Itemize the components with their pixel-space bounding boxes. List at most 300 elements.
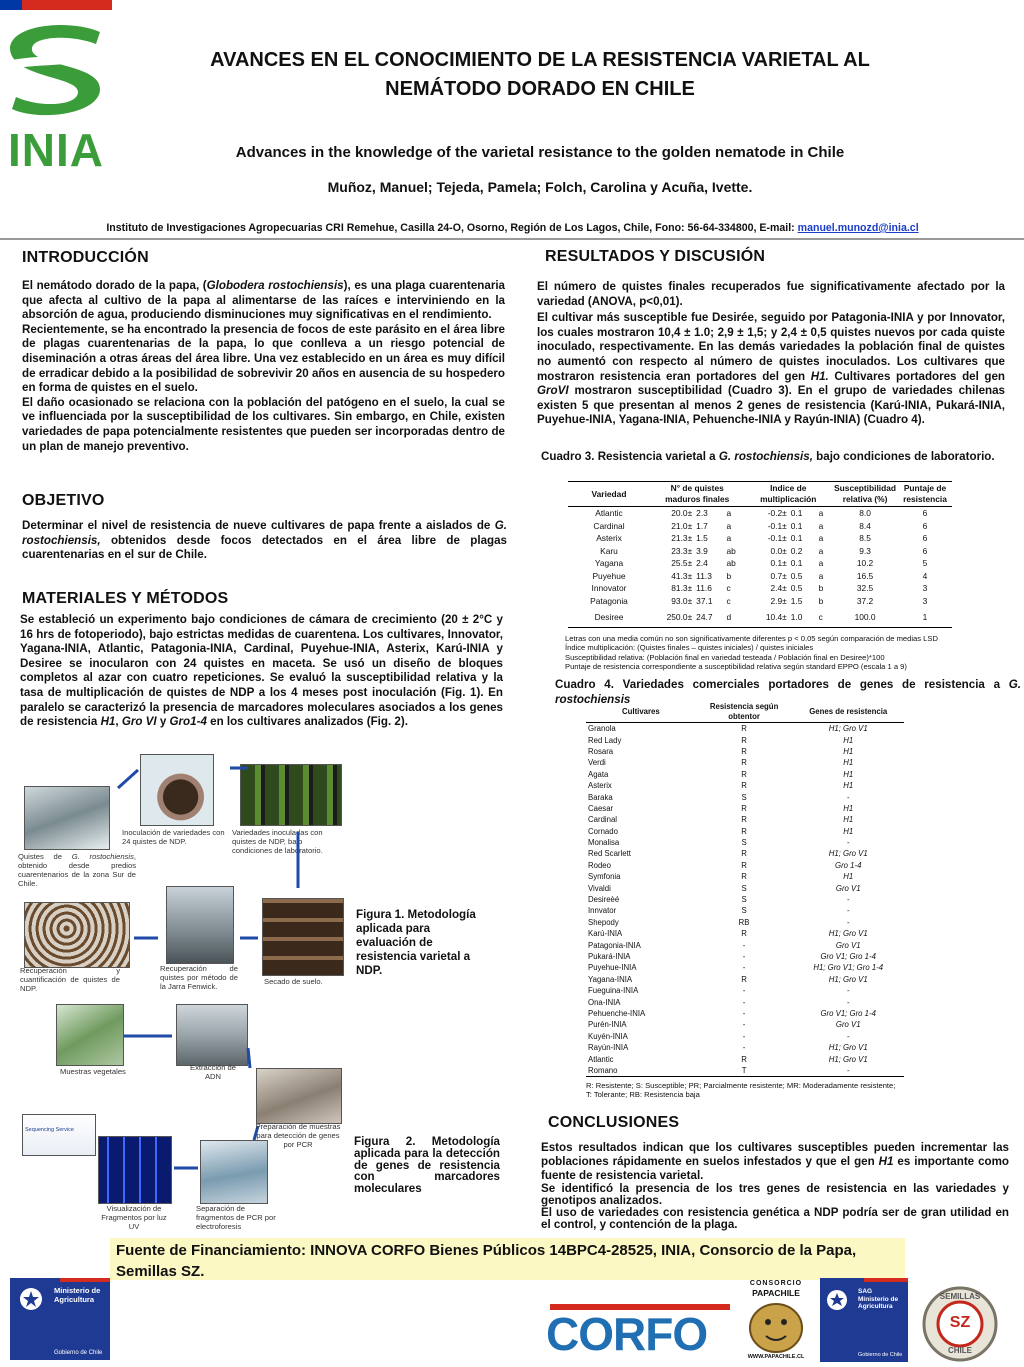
intro-p1-b: ), es una plaga cuarentenaria que afecta al cultivo de la papa al alimentarse de las raíces e interviniendo en la absorción de agua, produciendo disminuciones muy significativas en el rendimiento. <box>22 279 506 322</box>
cuadro-3-cell: 93.0± <box>671 595 693 606</box>
cuadro-3-cell: 250.0± <box>650 607 694 628</box>
cuadro-4-cell: Purén-INIA <box>588 1020 627 1030</box>
cuadro-3-cell: 0.1 <box>790 520 803 531</box>
poster-authors: Muñoz, Manuel; Tejeda, Pamela; Folch, Carolina y Acuña, Ivette. <box>327 179 753 195</box>
cuadro-3-cell: 23.3± <box>671 545 693 556</box>
cuadro-4-cell: - <box>742 952 746 961</box>
cuadro-4-cell: - <box>742 963 746 973</box>
objetivo-body <box>22 519 507 563</box>
cuadro-4-cell: - <box>742 1043 746 1053</box>
cuadro-4-cell: - <box>742 1008 746 1018</box>
cuadro-3-cell: 4 <box>922 570 928 581</box>
intro-paragraph-3: El daño ocasionado se relaciona con la población del patógeno en el suelo, la cual se ve influenciada por la susceptibilidad de los cultivares. Sin embargo, en Chile, existen variedades de papa potencialmente resistentes que pueden ser incorporadas dentro de un plan de manejo preventivo. <box>22 395 505 453</box>
ministerio-agricultura-logo <box>10 1278 110 1360</box>
cuadro-4-cell: Granola <box>588 724 616 734</box>
cuadro-3-cell: 1.5 <box>790 595 803 606</box>
cuadro-4-row <box>586 780 904 791</box>
cuadro-4-cell: RB <box>738 917 750 927</box>
cuadro-4-row <box>586 974 904 985</box>
intro-heading: INTRODUCCIÓN <box>22 249 149 266</box>
semillas-bottom-text: CHILE <box>948 1346 972 1355</box>
cuadro-3-cell: -0.1± <box>767 533 787 544</box>
institution-text: Instituto de Investigaciones Agropecuarias CRI Remehue, Casilla 24-O, Osorno, Región de Los Lagos, Chile, Fono: 56-64-334800, E-mail: <box>106 222 798 234</box>
cuadro-3-row <box>568 557 952 570</box>
inia-logo-text: INIA <box>8 124 104 176</box>
resultados-paragraph-2 <box>537 311 1005 428</box>
cuadro-3-cell: 3 <box>922 595 928 606</box>
cuadro-4-species: G. rostochiensis <box>555 678 1021 706</box>
cuadro-3-cell: ab <box>726 545 736 556</box>
cuadro-4-row <box>586 1031 904 1042</box>
cuadro-4-row <box>586 962 904 973</box>
flag-blue-canton <box>0 0 22 10</box>
cuadro-3-cell: 1.0 <box>789 607 817 628</box>
cuadro-3-cell: 3 <box>922 583 928 594</box>
cuadro-4-cell: R <box>741 860 747 870</box>
cuadro-3-cell: 37.2 <box>856 595 874 606</box>
cuadro-3-cell: 6 <box>922 545 928 556</box>
cuadro-4-cell: - <box>742 1031 746 1041</box>
cuadro-4-cell: Gro V1; Gro 1-4 <box>820 1008 876 1018</box>
cuadro-3-note: Puntaje de resistencia correspondiente a susceptibilidad relativa según standard EPPO (escala 1 a 9) <box>565 662 907 672</box>
cuadro-3-cell: 0.0± <box>770 545 787 556</box>
objetivo-heading: OBJETIVO <box>22 492 105 509</box>
cuadro-3-cell: b <box>818 595 824 606</box>
cuadro-3-cell: -0.1± <box>767 520 787 531</box>
cuadro-4-cell: Symfonia <box>588 872 621 882</box>
cuadro-4-cell: Desireèé <box>588 895 620 905</box>
cuadro-4-cell: Red Lady <box>588 735 622 745</box>
cuadro-4-row <box>586 826 904 837</box>
cuadro-4-cell: H1; Gro V1 <box>828 1043 868 1053</box>
cuadro-4-cell: Caesar <box>588 803 614 813</box>
cuadro-3-cell: Atlantic <box>595 508 623 519</box>
resultados-gene-h1: H1. <box>810 369 829 383</box>
cuadro-4-cell: Gro V1; Gro 1-4 <box>820 952 876 961</box>
cuadro-3-cell: 9.3 <box>859 545 871 556</box>
cuadro-4-cell: H1 <box>843 746 854 756</box>
cuadro-4-row <box>586 791 904 802</box>
cuadro-4-cell: Cardinal <box>588 815 618 825</box>
cuadro-4-row <box>586 985 904 996</box>
cuadro-3-caption <box>541 450 1009 465</box>
email-link[interactable]: manuel.munozd@inia.cl <box>797 222 919 234</box>
cuadro-3-row <box>568 507 952 520</box>
cuadro-4-cell: Agata <box>588 769 609 779</box>
cuadro-4-cell: Gro V1 <box>835 940 861 950</box>
cuadro-4-cell: R <box>741 815 747 825</box>
corfo-logo <box>546 1304 736 1360</box>
cuadro-3-cell: 5 <box>922 558 928 569</box>
cuadro-4-row <box>586 814 904 825</box>
cuadro-3-cell: a <box>818 570 824 581</box>
sag-gobierno-text: Gobierno de Chile <box>858 1352 903 1358</box>
intro-paragraph-2: Recientemente, se ha encontrado la presencia de focos de este parásito en el área libre de plagas cuarentenarias de la papa, lo que conlleva a un riesgo potencial de diseminación a otras áreas del área libre. Una vez establecido en un área es muy difícil de erradicar debido a la posibilidad de sobrevivir 20 años en ausencia de su hospedero en forma de quistes en el suelo. <box>22 322 505 395</box>
objetivo-text-b: obtenidos desde focos detectados en el área libre de plagas cuarentenarias en el sur de Chile. <box>22 533 507 562</box>
methodology-arrows <box>18 748 358 1228</box>
cuadro-4-cell: R <box>741 724 747 734</box>
cuadro-4-row <box>586 734 904 745</box>
metodos-body <box>20 613 503 730</box>
cuadro-3-cell: 6 <box>922 520 928 531</box>
cuadro-4-cell: Gro V1 <box>835 883 861 893</box>
cuadro-4-row <box>586 848 904 859</box>
cuadro-4-cell: Romano <box>586 1065 696 1077</box>
cuadro-4-cell: Verdi <box>588 758 606 768</box>
cuadro-3-cell: 0.5 <box>790 583 803 594</box>
cuadro-4-header: Genes de resistencia <box>792 702 904 723</box>
cuadro-3-row <box>568 545 952 558</box>
cuadro-4-cell: T <box>696 1065 793 1077</box>
consorcio-text: CONSORCIO <box>749 1280 803 1287</box>
cuadro-4-cell: Shepody <box>588 917 619 927</box>
cuadro-4-row <box>586 1042 904 1053</box>
cuadro-3-body <box>568 507 952 628</box>
cuadro-4-cell: Baraka <box>588 792 613 802</box>
cuadro-3-cell: a <box>818 545 824 556</box>
resultados-heading: RESULTADOS Y DISCUSIÓN <box>545 248 766 265</box>
metodos-sep-2: y <box>156 715 170 729</box>
cuadro-4-table <box>586 702 904 1077</box>
cuadro-3-cell: 8.4 <box>859 520 871 531</box>
cuadro-4-cell: Gro 1-4 <box>835 860 862 870</box>
cuadro-3-cell: 2.4 <box>696 558 708 569</box>
cuadro-4-row <box>586 917 904 928</box>
cuadro-4-cell: Gro V1 <box>835 1020 861 1030</box>
cuadro-3-cell: a <box>726 508 732 519</box>
cuadro-4-cell: H1; Gro V1; Gro 1-4 <box>813 963 884 973</box>
cuadro-3-cell: 20.0± <box>671 508 693 519</box>
cuadro-4-cell: H1 <box>843 826 854 836</box>
conclusiones-body <box>541 1141 1009 1231</box>
cuadro-4-cell: Ona-INIA <box>588 997 621 1007</box>
objetivo-species: G. rostochiensis, <box>22 519 507 547</box>
cuadro-3-cell: c <box>726 595 731 606</box>
cuadro-4-row <box>586 837 904 848</box>
cuadro-3-row <box>568 607 952 628</box>
cuadro-4-cell: H1; Gro V1 <box>828 1054 868 1064</box>
cuadro-4-cell: Kuyén-INIA <box>588 1031 628 1041</box>
cuadro-3-cell: 0.7± <box>770 570 787 581</box>
cuadro-3-row <box>568 570 952 583</box>
cuadro-3-cell: Innovator <box>591 583 627 594</box>
cuadro-3-row <box>568 532 952 545</box>
cuadro-4-cell: R <box>741 1054 747 1064</box>
cuadro-4-caption-a: Cuadro 4. Variedades comerciales portadores de genes de resistencia a <box>555 678 1009 691</box>
cuadro-3-cell: 1.7 <box>696 520 708 531</box>
cuadro-3-cell: 0.1 <box>790 558 803 569</box>
gene-gro14: Gro1-4 <box>169 715 207 729</box>
cuadro-4-cell: - <box>846 986 850 996</box>
conclusiones-paragraph-1 <box>541 1141 1009 1183</box>
cuadro-3-cell: 1.5 <box>696 533 708 544</box>
cuadro-4-cell: Monalisa <box>588 838 620 848</box>
cuadro-3-cell: 6 <box>922 508 928 519</box>
cuadro-4-row <box>586 905 904 916</box>
cuadro-4-row <box>586 996 904 1007</box>
cuadro-4-cell: H1 <box>843 803 854 813</box>
cuadro-3-cell: 21.0± <box>671 520 693 531</box>
cuadro-4-cell: R <box>741 769 747 779</box>
cuadro-3-cell: 11.3 <box>696 570 712 581</box>
inia-logo <box>0 14 112 174</box>
figure-2-caption: Figura 2. Metodología aplicada para la detección de genes de resistencia con marcadores moleculares <box>354 1135 500 1196</box>
cuadro-4-cell: - <box>846 792 850 802</box>
cuadro-4-cell: S <box>741 906 747 916</box>
cuadro-3-cell: 21.3± <box>671 533 693 544</box>
cuadro-4-row <box>586 1008 904 1019</box>
label-secado: Secado de suelo. <box>264 977 323 986</box>
resultados-p2-c: mostraron susceptibilidad (Cuadro 3). En el grupo de variedades chilenas existen 5 que presentan al menos 2 genes de resistencia (Karú-INIA, Pukará-INIA, Puyehue-INIA, Yagana-INIA, Pehuenche-INIA y Rayún-INIA) (Cuadro 4). <box>537 384 1005 427</box>
cuadro-4-cell: Yagana-INIA <box>588 974 633 984</box>
cuadro-4-cell: R <box>741 758 747 768</box>
cuadro-4-cell: H1 <box>843 872 854 882</box>
cuadro-3-note: Letras con una media común no son significativamente diferentes p < 0.05 según comparación de medias LSD <box>565 634 938 643</box>
cuadro-3-row <box>568 595 952 608</box>
metodos-heading: MATERIALES Y MÉTODOS <box>22 590 229 607</box>
cuadro-4-header: Cultivares <box>586 702 696 723</box>
ministerio-line-2: Agricultura <box>54 1295 95 1304</box>
cuadro-4-row <box>586 894 904 905</box>
cuadro-4-cell: Rosara <box>588 746 614 756</box>
label-muestras: Muestras vegetales <box>60 1067 126 1076</box>
cuadro-4-cell: - <box>846 895 850 905</box>
cuadro-3-cell: 0.1 <box>790 508 803 519</box>
cuadro-4-cell: H1; Gro V1 <box>828 724 868 734</box>
cuadro-4-cell: Karú-INIA <box>588 929 623 939</box>
cuadro-3-cell: 16.5 <box>856 570 874 581</box>
cuadro-4-row <box>586 757 904 768</box>
cuadro-4-cell: - <box>846 906 850 916</box>
cuadro-4-row <box>586 769 904 780</box>
cuadro-4-cell: R <box>741 826 747 836</box>
cuadro-3-cell: a <box>818 520 824 531</box>
cuadro-4-row <box>586 723 904 735</box>
cuadro-4-row <box>586 871 904 882</box>
label-recuperacion-cuant: Recuperación y cuantificación de quistes de NDP. <box>20 966 120 993</box>
cuadro-3-cell: 1 <box>898 607 952 628</box>
cuadro-4-cell: R <box>741 781 747 791</box>
title-line-1: AVANCES EN EL CONOCIMIENTO DE LA RESISTENCIA VARIETAL AL <box>210 49 870 71</box>
cuadro-3-cell: Puyehue <box>592 570 626 581</box>
resultados-body <box>537 280 1005 428</box>
cuadro-3-cell: 3.9 <box>696 545 708 556</box>
cuadro-3-cell: a <box>818 558 824 569</box>
cuadro-3-caption-b: bajo condiciones de laboratorio. <box>812 450 995 463</box>
cuadro-4-row <box>586 860 904 871</box>
cuadro-3-cell: 11.6 <box>696 583 712 594</box>
cuadro-3-cell: Karu <box>600 545 618 556</box>
label-quistes-species: G. rostochiensis <box>71 852 134 861</box>
sag-line-1: SAG <box>858 1288 873 1295</box>
conclusiones-heading: CONCLUSIONES <box>548 1114 680 1131</box>
semillas-mark: SZ <box>949 1314 971 1331</box>
institution-line <box>20 222 1005 234</box>
cuadro-3-cell: 37.1 <box>696 595 713 606</box>
label-separacion: Separación de fragmentos de PCR por electroforesis <box>196 1204 276 1231</box>
gene-grovi: Gro VI <box>121 715 157 729</box>
cuadro-3-cell: 10.4± <box>744 607 788 628</box>
cuadro-4-note: R: Resistente; S: Susceptible; PR; Parcialmente resistente; MR: Moderadamente resistente; T: Tolerante; RB: Resistencia baja <box>586 1081 896 1100</box>
conclusiones-paragraph-3: El uso de variedades con resistencia genética a NDP podría ser de gran utilidad en el control, y contención de la plaga. <box>541 1206 1009 1231</box>
cuadro-4-body <box>586 723 904 1077</box>
resultados-p2-b: Cultivares portadores del gen <box>828 369 1005 383</box>
cuadro-3-cell: a <box>726 520 732 531</box>
cuadro-4-cell: R <box>741 803 747 813</box>
cuadro-3-header: Susceptibilidad relativa (%) <box>832 482 898 507</box>
cuadro-4-row <box>586 951 904 962</box>
cuadro-3-cell: -0.2± <box>767 508 787 519</box>
cuadro-4-cell: Puyehue-INIA <box>588 963 637 973</box>
sag-line-3: Agricultura <box>858 1303 893 1310</box>
cuadro-4-cell: - <box>846 917 850 927</box>
cuadro-4-cell: S <box>741 883 747 893</box>
cuadro-4-cell: S <box>741 895 747 905</box>
cuadro-4-header-row <box>586 702 904 723</box>
cuadro-4-cell: R <box>741 735 747 745</box>
resultados-paragraph-1: El número de quistes finales recuperados fue significativamente afectado por la variedad (ANOVA, p<0,01). <box>537 280 1005 308</box>
semillas-top-text: SEMILLAS <box>939 1292 981 1301</box>
cuadro-4-cell: R <box>741 746 747 756</box>
sag-line-2: Ministerio de <box>858 1295 899 1303</box>
cuadro-3-row <box>568 520 952 533</box>
sequencing-label: Sequencing Service <box>25 1127 74 1133</box>
cuadro-3-cell: 0.2 <box>790 545 803 556</box>
intro-body <box>22 279 505 454</box>
cuadro-3-cell: Yagana <box>594 558 624 569</box>
cuadro-3-cell: 0.1 <box>790 533 803 544</box>
cuadro-4-cell: - <box>846 997 850 1007</box>
cuadro-4-cell: R <box>741 929 747 939</box>
gobierno-text: Gobierno de Chile <box>54 1350 103 1356</box>
cuadro-4-cell: Atlantic <box>588 1054 614 1064</box>
cuadro-4-row <box>586 928 904 939</box>
cuadro-3-header-row <box>568 482 952 507</box>
cuadro-4-cell: - <box>742 1020 746 1030</box>
cuadro-4-cell: - <box>846 1031 850 1041</box>
cuadro-3-cell: 10.2 <box>856 558 874 569</box>
label-inoculacion: Inoculación de variedades con 24 quistes de NDP. <box>122 828 225 846</box>
cuadro-3-cell: 41.3± <box>671 570 693 581</box>
cuadro-3-cell: Patagonia <box>590 595 628 606</box>
cuadro-4-cell: H1; Gro V1 <box>828 849 868 859</box>
cuadro-4-cell: Asterix <box>588 781 612 791</box>
label-quistes-b: , obtenido desde predios cuarentenarios de la zona Sur de Chile. <box>18 852 136 888</box>
cuadro-3-note: Índice multiplicación: (Quistes finales – quistes iniciales) / quistes iniciales <box>565 643 814 653</box>
cuadro-3-cell: a <box>818 508 824 519</box>
ministerio-line-1: Ministerio de <box>54 1286 101 1295</box>
cuadro-3-cell: b <box>726 570 732 581</box>
cuadro-3-header: Indice de multiplicación <box>744 482 832 507</box>
figure-1-caption: Figura 1. Metodología aplicada para evaluación de resistencia varietal a NDP. <box>356 908 476 977</box>
cuadro-3-species: G. rostochiensis, <box>718 450 813 463</box>
cuadro-3-cell: 81.3± <box>671 583 693 594</box>
cuadro-4-cell: - <box>742 986 746 996</box>
cuadro-4-cell: S <box>741 838 747 848</box>
label-recuperacion-fenwick: Recuperación de quistes por método de la Jarra Fenwick. <box>160 964 238 991</box>
cuadro-4-cell: H1 <box>843 815 854 825</box>
cuadro-3-cell: 100.0 <box>832 607 898 628</box>
cuadro-4-cell: H1 <box>843 769 854 779</box>
cuadro-3-header: Puntaje de resistencia <box>898 482 952 507</box>
cuadro-4-cell: Pukará-INIA <box>588 952 631 961</box>
poster-subtitle: Advances in the knowledge of the varietal resistance to the golden nematode in Chile <box>235 144 845 161</box>
cuadro-4-cell: Cornado <box>588 826 618 836</box>
cuadro-3-cell: c <box>817 607 832 628</box>
cuadro-4-row <box>586 1053 904 1064</box>
cuadro-3-cell: Cardinal <box>593 520 625 531</box>
label-extraccion: Extracción de ADN <box>190 1063 237 1081</box>
cuadro-4-cell: H1; Gro V1 <box>828 929 868 939</box>
cuadro-4-cell: Patagonia-INIA <box>588 940 641 950</box>
poster-title <box>160 46 920 104</box>
cuadro-4-cell: R <box>741 872 747 882</box>
cuadro-4-cell: S <box>741 792 747 802</box>
cuadro-4-cell: - <box>846 838 850 848</box>
sag-text <box>858 1288 898 1311</box>
cuadro-3-cell: c <box>726 583 731 594</box>
cuadro-3-cell: ab <box>726 558 736 569</box>
cuadro-3-cell: 25.5± <box>671 558 693 569</box>
metodos-text-a: Se estableció un experimento bajo condiciones de cámara de crecimiento (20 ± 2°C y 16 hrs de fotoperiodo), bajo estrictas medidas de cuarentena. Los cultivares, Innovator, Yagana-INIA, Atlantic, Patagonia-INIA, Cardinal, Puyehue-INIA, Asterix, Karú-INIA y Desiree se inocularon con 24 quistes en maceta. Se usó un diseño de bloques completos al azar con cuatro repeticiones. Se evaluó la susceptibilidad relativa y la tasa de multiplicación de quistes de NDP a los 4 meses post inoculación (Fig. 1). En paralelo se caracterizó la presencia de marcadores moleculares asociados a los genes de resistencia <box>20 613 503 729</box>
coat-of-arms-icon <box>16 1286 46 1312</box>
cuadro-3-cell: 6 <box>922 533 928 544</box>
metodos-text-b: en los cultivares analizados (Fig. 2). <box>206 715 408 729</box>
cuadro-4-cell: H1; Gro V1 <box>828 974 868 984</box>
cuadro-4-cell: Pehuenche-INIA <box>588 1008 646 1018</box>
cuadro-4-row <box>586 882 904 893</box>
cuadro-4-row <box>586 803 904 814</box>
cuadro-3-cell: 24.7 <box>694 607 724 628</box>
cuadro-3-cell: 2.9± <box>770 595 787 606</box>
cuadro-4-cell: H1 <box>843 781 854 791</box>
cuadro-4-cell: R <box>741 849 747 859</box>
cuadro-3-header: N° de quistes maduros finales <box>650 482 744 507</box>
cuadro-4-row <box>586 939 904 950</box>
resultados-p2-a: El cultivar más susceptible fue Desirée, seguido por Patagonia-INIA y por Innovator, los cuales mostraron 10,4 ± 1.0; 2,9 ± 1,5; y 2,4 ± 0,5 quistes nuevos por cada quiste inoculado, respectivamente. En las demás variedades la población final de quistes no aumentó con respecto al número de quistes inoculados. Los cultivares que mostraron resistencia eran portadores del gen <box>537 311 1005 383</box>
cuadro-3-cell: a <box>726 533 732 544</box>
intro-paragraph-1 <box>22 279 505 323</box>
cuadro-3-caption-a: Cuadro 3. Resistencia varietal a <box>541 450 719 463</box>
conclusiones-p1-a: Estos resultados indican que los cultivares susceptibles pueden incrementar las poblaciones rápidamente en suelos infestados y que el gen <box>541 1141 1009 1168</box>
cuadro-3-table <box>568 481 952 628</box>
cuadro-4-row <box>586 1065 904 1077</box>
sag-coat-of-arms-icon <box>824 1288 850 1312</box>
conclusiones-paragraph-2: Se identificó la presencia de los tres genes de resistencia en las variedades y genotipos analizados. <box>541 1182 1009 1207</box>
intro-p1-a: El nemátodo dorado de la papa, ( <box>22 279 207 292</box>
papachile-text: PAPACHILE <box>752 1288 800 1298</box>
label-quistes-a: Quistes de <box>18 852 72 861</box>
objetivo-text-a: Determinar el nivel de resistencia de nueve cultivares de papa frente a aislados de <box>22 519 495 532</box>
conclusiones-gene-h1: H1 <box>878 1155 894 1168</box>
cuadro-4-cell: Innvator <box>588 906 617 916</box>
intro-species: Globodera rostochiensis <box>206 279 344 292</box>
cuadro-4-cell: - <box>742 997 746 1007</box>
papachile-url: WWW.PAPACHILE.CL <box>747 1354 805 1360</box>
cuadro-3-header: Variedad <box>568 482 650 507</box>
papachile-logo <box>738 1280 814 1362</box>
cuadro-4-cell: - <box>742 940 746 950</box>
resultados-gene-grovi: GroVI <box>537 384 569 398</box>
cuadro-3-cell: 0.1± <box>770 558 787 569</box>
cuadro-3-cell: 2.4± <box>770 583 787 594</box>
sag-logo <box>820 1278 908 1362</box>
cuadro-4-cell: - <box>792 1065 904 1077</box>
cuadro-3-cell: Asterix <box>596 533 622 544</box>
cuadro-3-cell: 32.5 <box>856 583 874 594</box>
cuadro-3-notes <box>565 634 1005 672</box>
cuadro-3-cell: 8.0 <box>859 508 871 519</box>
